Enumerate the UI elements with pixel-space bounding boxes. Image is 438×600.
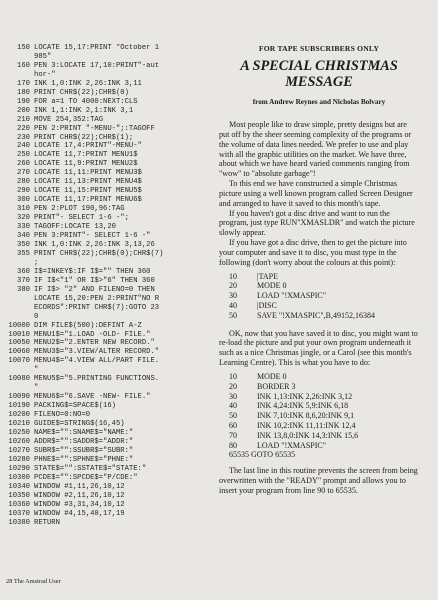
code-line-number: 40 [229, 301, 237, 311]
line-code: PACKING$=SPACE$(16) [34, 402, 116, 411]
line-number: 330 [17, 223, 30, 232]
code-line-number: 30 [229, 391, 237, 401]
listing-line [4, 375, 207, 384]
listing-line [4, 134, 207, 143]
listing-line [4, 98, 207, 107]
code-line-text: MODE 0 [257, 372, 287, 382]
line-number: 360 [17, 267, 30, 276]
listing-line [4, 71, 207, 80]
line-code: PEN 2:PLOT 190,96:TAG [34, 205, 125, 214]
line-code: INK 1,0:INK 2,26:INK 3,13,26 [34, 240, 155, 249]
line-number: 290 [17, 187, 30, 196]
line-number: 180 [17, 88, 30, 97]
line-number: 10270 [8, 446, 30, 455]
line-number: 10210 [8, 420, 30, 429]
listing-line [4, 411, 207, 420]
listing-line [4, 196, 207, 205]
line-number: 280 [17, 178, 30, 187]
listing-line [4, 519, 207, 528]
line-code: WINDOW #4,15,40,17,19 [34, 509, 125, 518]
line-code: MENU2$="2.ENTER NEW RECORD." [34, 339, 155, 348]
listing-line [4, 357, 207, 366]
listing-line [4, 348, 207, 357]
line-number: 380 [17, 285, 30, 294]
headline-line-2: MESSAGE [285, 73, 353, 90]
listing-line [4, 151, 207, 160]
line-code: WINDOW #3,31,34,10,12 [34, 500, 125, 509]
line-number: 10340 [8, 482, 30, 491]
line-code: MOVE 254,352:TAG [34, 115, 104, 124]
line-code: MENU6$="6.SAVE -NEW- FILE." [34, 393, 151, 402]
line-code: PRINT"- SELECT 1-6 -"; [34, 214, 129, 223]
line-code: FOR a=1 TO 4000:NEXT:CLS [34, 97, 138, 106]
line-number: 10000 [8, 321, 30, 330]
line-number: 150 [17, 44, 30, 52]
code-line-text: |DISC [257, 301, 277, 311]
line-code: PEN 3:PRINT"- SELECT 1-6 -" [34, 232, 151, 241]
code-line-number: 50 [229, 411, 237, 421]
line-number: 350 [17, 240, 30, 249]
listing-line [4, 295, 207, 304]
code-line-number: 50 [229, 310, 237, 320]
line-number [4, 384, 30, 393]
code-line-text: 65535 GOTO 65535 [229, 450, 296, 460]
code-line-number: 10 [229, 372, 237, 382]
line-number: 10200 [8, 411, 30, 420]
listing-line [4, 456, 207, 465]
article-paragraph: The last line in this routine prevents the screen from being overwritten with the "READY" prompt and allows you to insert your program from line 90 to 65535. [219, 466, 418, 495]
listing-line [4, 501, 207, 510]
code-line-text: |TAPE [257, 271, 278, 281]
listing-line [4, 384, 207, 393]
line-code: FILENO=0:NO=0 [34, 411, 91, 420]
line-number [4, 53, 30, 62]
listing-line [4, 125, 207, 134]
tape-to-disc-code [229, 272, 419, 321]
line-number: 10250 [8, 428, 30, 437]
listing-line [4, 331, 207, 340]
line-number: 240 [17, 142, 30, 151]
line-code: ADDR$="":SADDR$="ADDR:" [34, 437, 134, 446]
code-line-text: INK 1,13:INK 2,26:INK 3,12 [257, 391, 353, 401]
article-paragraph: Most people like to draw simple, pretty designs but are put off by the sheer seeming complexity of the programs or the volume of data lines needed. We prefer to use and play with all the graphic utilities on the market. We have three, about which we have heard varied comments ranging from "wow" to "absolute garbage"! [219, 120, 412, 179]
line-number: 10090 [8, 393, 30, 402]
code-line-number: 30 [229, 291, 237, 301]
code-line-text: INK 10,2:INK 11,11:INK 12,4 [257, 421, 356, 430]
listing-line [4, 447, 207, 456]
line-code: NAME$="":SNAME$="NAME:" [34, 428, 134, 437]
line-code: PHNE$="":SPHNE$="PHNE:" [34, 455, 134, 464]
listing-line [4, 483, 207, 492]
listing-line [4, 142, 207, 151]
line-code: hor-" [34, 70, 56, 79]
line-number: 310 [17, 205, 30, 214]
line-code: 0 [34, 312, 39, 321]
listing-line [4, 116, 207, 125]
line-code: LOCATE 11,11:PRINT MENU3$ [34, 169, 142, 178]
line-code: " [34, 384, 39, 393]
listing-line [4, 366, 207, 375]
line-number: 10280 [8, 455, 30, 464]
listing-line [4, 250, 207, 259]
listing-line [4, 232, 207, 241]
line-number: 10070 [8, 357, 30, 366]
code-line-text: INK 7,10:INK 8,6,20:INK 9,1 [257, 411, 355, 421]
line-number: 10010 [8, 330, 30, 339]
line-code: LOCATE 15,20:PEN 2:PRINT"NO R [34, 294, 160, 303]
line-code: LOCATE 11,13:PRINT MENU4$ [34, 178, 142, 187]
page-footer: 28 The Amstrad User [6, 578, 61, 585]
line-number: 170 [17, 79, 30, 88]
line-code: MENU3$="3.VIEW/ALTER RECORD." [34, 348, 160, 357]
listing-line [4, 205, 207, 214]
line-code: IF I$> "2" AND FILENO=0 THEN [34, 285, 155, 294]
line-number: 10370 [8, 509, 30, 518]
article-paragraph: OK, now that you have saved it to disc, you might want to re-load the picture and put your own program underneath it such as a nice Christmas jingle, or a Carol (see this month's Learning Centre). This is what you have to do: [219, 328, 418, 368]
listing-line [4, 89, 207, 98]
line-number [4, 71, 30, 80]
line-code: LOCATE 17,4:PRINT"-MENU-" [34, 142, 142, 151]
line-number: 220 [17, 124, 30, 133]
line-number: 340 [17, 232, 30, 241]
code-line-text: LOAD "!XMASPIC" [257, 440, 326, 450]
line-number: 190 [17, 97, 30, 106]
line-code: LOCATE 11,9:PRINT MENU2$ [34, 160, 138, 169]
listing-line [4, 277, 207, 286]
code-line-text: BORDER 3 [257, 381, 296, 391]
article-headline [219, 59, 419, 90]
listing-line [4, 62, 207, 71]
listing-line [4, 304, 207, 313]
article-paragraph: If you have got a disc drive, then to get the picture into your computer and save it to disc, you must type in the following (don't worry about the colours at this point): [219, 238, 407, 267]
code-line-text: LOAD "!XMASPIC" [257, 291, 326, 301]
listing-line [4, 465, 207, 474]
listing-line [4, 160, 207, 169]
line-code: PRINT CHR$(22);CHR$(1); [34, 133, 134, 142]
line-code: MENU4$="4.VIEW ALL/PART FILE. [34, 357, 160, 366]
listing-line [4, 107, 207, 116]
line-number: 160 [17, 61, 30, 70]
line-number [4, 304, 30, 313]
line-number: 210 [17, 115, 30, 124]
line-code: RETURN [34, 518, 60, 527]
line-number: 320 [17, 214, 30, 223]
line-code: WINDOW #1,11,26,10,12 [34, 482, 125, 491]
listing-line [4, 187, 207, 196]
listing-line [4, 402, 207, 411]
listing-line [4, 259, 207, 268]
listing-line [4, 80, 207, 89]
line-code: STATE$="":SSTATE$="STATE:" [34, 464, 147, 473]
listing-line [4, 214, 207, 223]
code-line-number: 40 [229, 401, 237, 411]
listing-line [4, 339, 207, 348]
line-code: SUBR$="":SSUBR$="SUBR:" [34, 446, 134, 455]
line-number: 10260 [8, 437, 30, 446]
line-code: " [34, 366, 39, 375]
line-code: LOCATE 15,17:PRINT "October 1 [34, 44, 160, 52]
line-code: 985" [34, 52, 52, 61]
listing-line [4, 178, 207, 187]
line-number [4, 259, 30, 268]
line-number: 10350 [8, 491, 30, 500]
line-number [4, 313, 30, 322]
code-line-text: SAVE "!XMASPIC",B,49152,16384 [257, 310, 375, 320]
line-number: 260 [17, 160, 30, 169]
listing-line [4, 313, 207, 322]
listing-line [4, 241, 207, 250]
line-number: 300 [17, 196, 30, 205]
line-code: I$=INKEY$:IF I$="" THEN 360 [34, 267, 151, 276]
line-code: INK 1,1:INK 2,1:INK 3,1 [34, 106, 134, 115]
line-number: 355 [17, 249, 30, 258]
line-number [4, 366, 30, 375]
listing-line [4, 393, 207, 402]
line-code: GUIDE$=STRING$(16,45) [34, 420, 125, 429]
code-line-text: INK 4,24:INK 5,9:INK 6,18 [257, 401, 349, 411]
line-number: 10360 [8, 500, 30, 509]
line-number: 10060 [8, 348, 30, 357]
line-code: ECORDS":PRINT CHR$(7):GOTO 23 [34, 303, 160, 312]
line-number [4, 295, 30, 304]
line-number: 10080 [8, 375, 30, 384]
listing-line [4, 286, 207, 295]
listing-line [4, 420, 207, 429]
line-number: 10300 [8, 473, 30, 482]
line-code: ; [34, 258, 39, 267]
line-number: 10380 [8, 518, 30, 527]
line-code: MENU5$="5.PRINTING FUNCTIONS. [34, 375, 160, 384]
line-code: INK 1,0:INK 2,26:INK 3,11 [34, 79, 142, 88]
line-code: PRINT CHR$(22);CHR$(0) [34, 88, 129, 97]
article-column [219, 44, 419, 584]
listing-line [4, 492, 207, 501]
listing-line [4, 510, 207, 519]
line-number: 230 [17, 133, 30, 142]
code-line-number: 70 [229, 430, 237, 440]
listing-line [4, 322, 207, 331]
line-code: PEN 2:PRINT "-MENU-";:TAGOFF [34, 124, 155, 133]
line-code: WINDOW #2,11,26,10,12 [34, 491, 125, 500]
listing-line [4, 429, 207, 438]
line-code: LOCATE 11,15:PRINT MENU5$ [34, 187, 142, 196]
code-line-number: 60 [229, 421, 237, 430]
listing-line [4, 53, 207, 62]
line-code: PRINT CHR$(22);CHR$(0);CHR$(7) [34, 249, 164, 258]
line-number: 10190 [8, 402, 30, 411]
line-code: TAGOFF:LOCATE 13,20 [34, 223, 116, 232]
article-byline: from Andrew Reynes and Nicholas Bolvary [252, 98, 386, 106]
line-number: 250 [17, 151, 30, 160]
code-line-number: 80 [229, 440, 237, 450]
listing-line [4, 268, 207, 277]
listing-line [4, 223, 207, 232]
line-number: 370 [17, 276, 30, 285]
line-code: MENU1$="1.LOAD -OLD- FILE." [34, 330, 151, 339]
line-code: LOCATE 11,17:PRINT MENU6$ [34, 196, 142, 205]
tape-subscribers-tag: FOR TAPE SUBSCRIBERS ONLY [258, 44, 380, 53]
basic-program-listing [4, 44, 207, 574]
line-number: 10290 [8, 464, 30, 473]
article-paragraph: To this end we have constructed a simple Christmas picture using a well known program called Screen Designer and arranged to have it saved to this month's tape. [219, 179, 413, 208]
line-code: DIM FILE$(500):DEFINT A-Z [34, 321, 142, 330]
listing-line [4, 169, 207, 178]
code-line-number: 20 [229, 281, 237, 291]
listing-line [4, 44, 207, 53]
code-line-text: INK 13,8,0:INK 14,3:INK 15,6 [257, 430, 359, 440]
listing-line [4, 438, 207, 447]
article-paragraph: If you haven't got a disc drive and want to run the program, just type RUN"XMASLDR" and watch the picture slowly appear. [219, 208, 415, 238]
code-line-text: MODE 0 [257, 281, 287, 291]
headline-line-1: A SPECIAL CHRISTMAS [240, 58, 398, 74]
line-number: 270 [17, 169, 30, 178]
code-line-number: 20 [229, 381, 237, 391]
line-code: IF I$<"1" OR I$>"6" THEN 360 [34, 276, 155, 285]
line-number: 10050 [8, 339, 30, 348]
line-number: 200 [17, 106, 30, 115]
listing-line [4, 474, 207, 483]
line-code: PCDE$="":SPCDE$="P/CDE:" [34, 473, 138, 482]
line-code: PEN 3:LOCATE 17,10:PRINT"-aut [34, 61, 160, 70]
code-line-number: 10 [229, 271, 237, 281]
reload-picture-code [229, 372, 419, 460]
line-code: LOCATE 11,7:PRINT MENU1$ [34, 151, 138, 160]
